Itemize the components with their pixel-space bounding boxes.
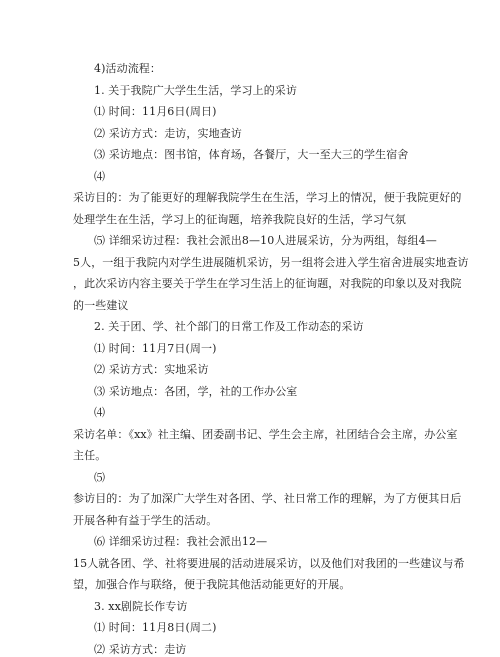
text-line: ⑵ 采访方式：走访，实地查访 — [94, 127, 242, 140]
paragraph-line: 15人就各团、学、社将要进展的活动进展采访，以及他们对我团的一些建议与希 — [73, 557, 465, 570]
paragraph-line: 参访目的：为了加深广大学生对各团、学、社日常工作的理解，为了方便其日后 — [73, 492, 462, 505]
paragraph-line: 采访目的：为了能更好的理解我院学生在生活，学习上的情况，便于我院更好的 — [73, 191, 462, 204]
section-heading: 4)活动流程： — [94, 62, 161, 75]
text-line: ⑶ 采访地点：图书馆，体育场，各餐厅，大一至大三的学生宿舍 — [94, 148, 409, 161]
text-line: ⑵ 采访方式：走访 — [94, 643, 187, 656]
paragraph-line: 开展各种有益于学生的活动。 — [73, 514, 218, 527]
paragraph-line: 主任。 — [73, 449, 107, 462]
text-line: ⑹ 详细采访过程：我社会派出12— — [94, 535, 268, 548]
text-line: ⑷ — [94, 170, 106, 183]
paragraph-line: 的一些建议 — [73, 299, 129, 312]
paragraph-line: 采访名单：《xx》社主编、团委副书记、学生会主席，社团结合会主席，办公室 — [73, 428, 458, 441]
text-line: ⑴ 时间：11月8日(周二) — [94, 621, 217, 634]
paragraph-line: 处理学生在生活，学习上的征询题，培养我院良好的生活，学习气氛 — [73, 213, 406, 226]
text-line: ⑶ 采访地点：各团，学，社的工作办公室 — [94, 385, 298, 398]
item-heading: 1. 关于我院广大学生生活，学习上的采访 — [94, 84, 297, 97]
item-heading: 3. xx剧院长作专访 — [94, 600, 188, 613]
text-line: ⑴ 时间：11月6日(周日) — [94, 105, 217, 118]
paragraph-line: 5人，一组于我院内对学生进展随机采访，另一组将会进入学生宿舍进展实地查访 — [73, 256, 469, 269]
text-line: ⑴ 时间：11月7日(周一) — [94, 342, 217, 355]
paragraph-line: ，此次采访内容主要关于学生在学习生活上的征询题，对我院的印象以及对我院 — [73, 277, 462, 290]
item-heading: 2. 关于团、学、社个部门的日常工作及工作动态的采访 — [94, 320, 364, 333]
paragraph-line: 望，加强合作与联络，便于我院其他活动能更好的开展。 — [73, 578, 351, 591]
text-line: ⑷ — [94, 406, 106, 419]
text-line: ⑸ — [94, 471, 106, 484]
text-line: ⑵ 采访方式：实地采访 — [94, 363, 209, 376]
text-line: ⑸ 详细采访过程：我社会派出8—10人进展采访，分为两组，每组4— — [94, 234, 437, 247]
